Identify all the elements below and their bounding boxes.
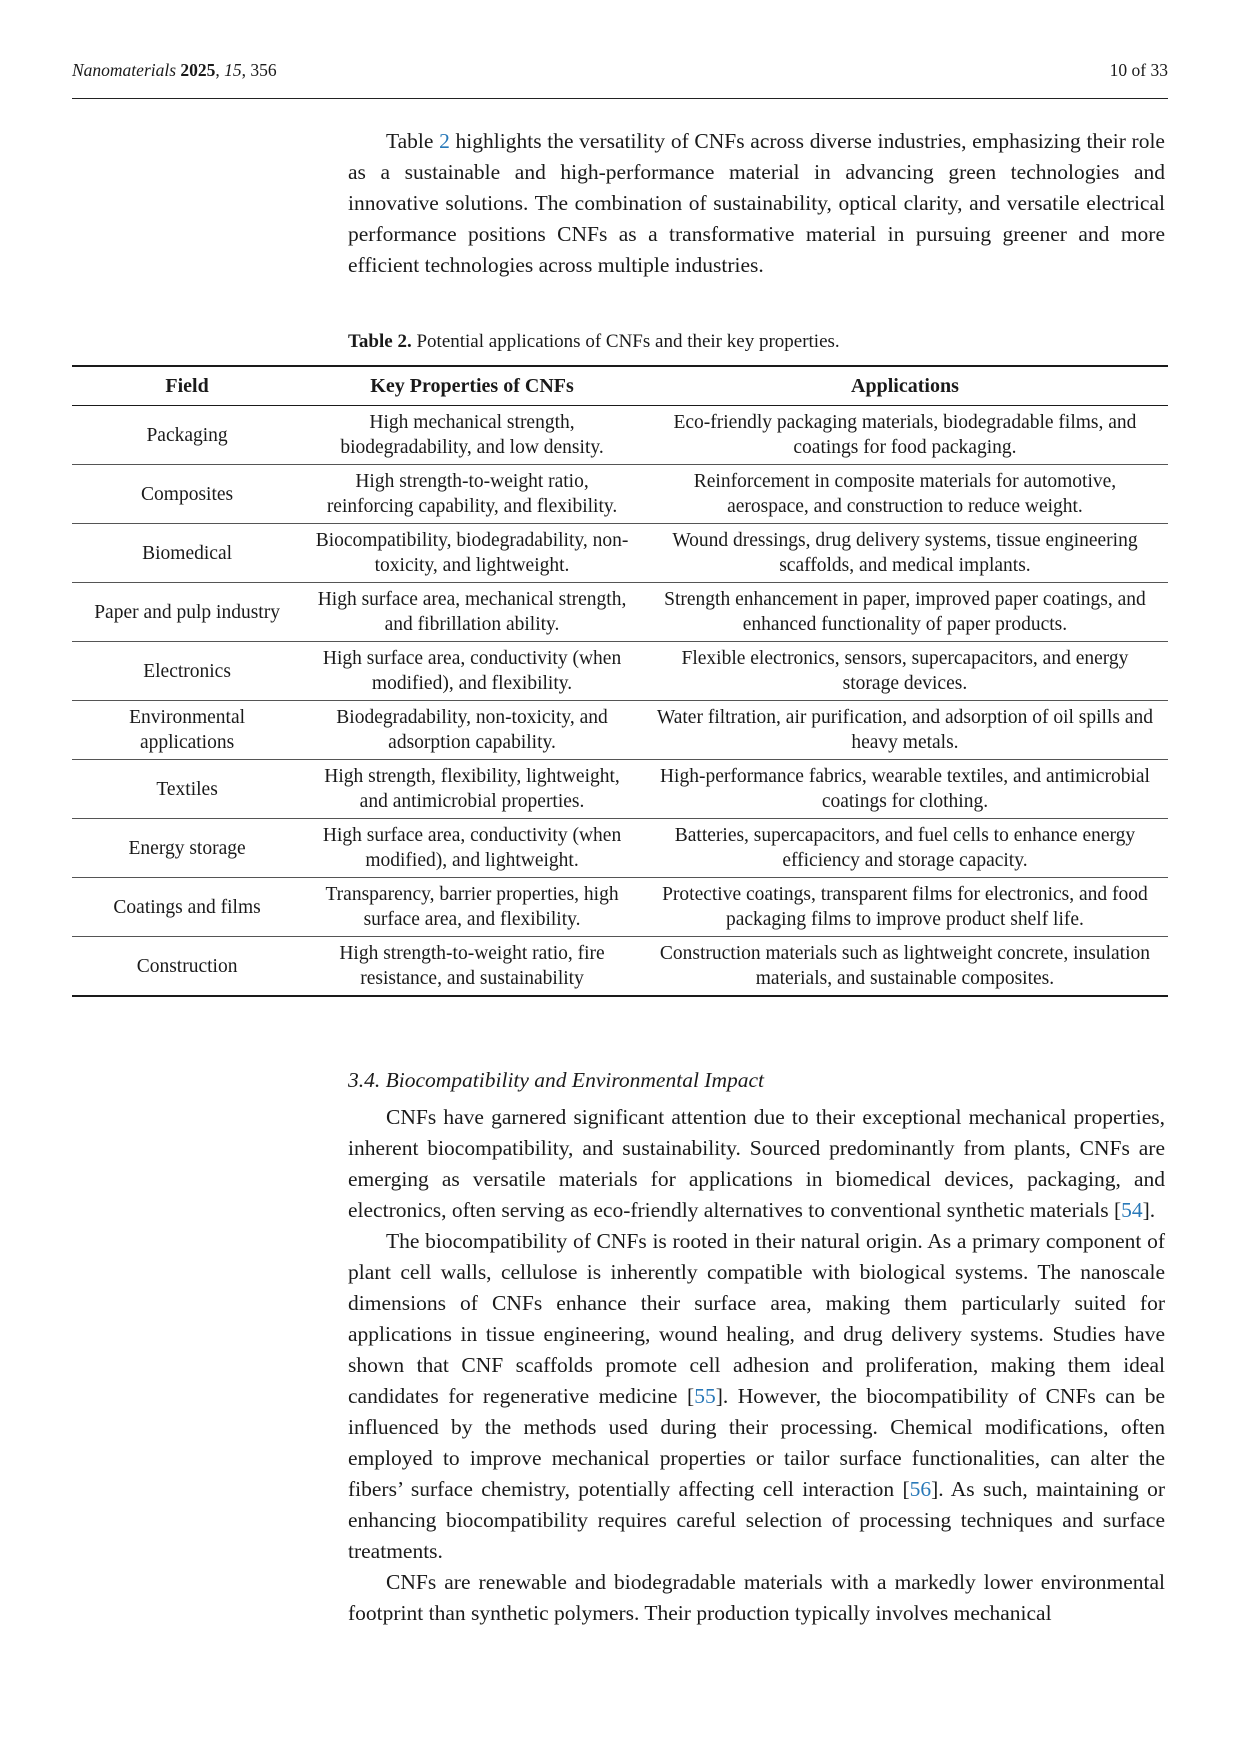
cell-field: Construction [136, 955, 238, 977]
table-row [72, 878, 1168, 937]
text-run: 2025 [180, 60, 216, 80]
cell-field: Textiles [72, 760, 302, 819]
table-header-row [72, 366, 1168, 406]
page-indicator: 10 of 33 [1109, 60, 1168, 80]
applications-table [72, 365, 1168, 997]
section-body [348, 1102, 1165, 1629]
cell-properties: High strength, flexibility, lightweight, and antimicrobial properties. [302, 760, 642, 819]
text-run: ]. However, the biocompatibility of CNFs can be influenced by the methods used during their processing. Chemical modifications, often employed to improve mechanical properties or tailor surface functionalities, can alter the fibers’ surface chemistry, potentially affecting cell interaction [ [348, 1384, 1165, 1501]
cell-applications: Water filtration, air purification, and adsorption of oil spills and heavy metals. [642, 701, 1168, 760]
text-run: Potential applications of CNFs and their key properties. [416, 331, 840, 352]
text-run: , 356 [241, 60, 277, 80]
cell-field: Composites [72, 465, 302, 524]
table-row [72, 642, 1168, 701]
text-run: ]. [1142, 1198, 1156, 1222]
table-caption [348, 330, 1165, 354]
cell-applications: Construction materials such as lightweight concrete, insulation materials, and sustainable composites. [659, 943, 1150, 989]
cell-field: Biomedical [72, 524, 302, 583]
cell-properties: High surface area, conductivity (when modified), and lightweight. [302, 819, 642, 878]
cell-field: Energy storage [72, 819, 302, 878]
text-run: ]. As such, maintaining or enhancing biocompatibility requires careful selection of processing techniques and surface treatments. [348, 1477, 1165, 1563]
cell-applications: Protective coatings, transparent films for electronics, and food packaging films to improve product shelf life. [642, 878, 1168, 937]
table-row [72, 819, 1168, 878]
cell-applications: Wound dressings, drug delivery systems, tissue engineering scaffolds, and medical implants. [642, 524, 1168, 583]
cell-properties: High strength-to-weight ratio, fire resistance, and sustainability [339, 943, 605, 989]
cell-field: Paper and pulp industry [72, 583, 302, 642]
cell-properties: High surface area, conductivity (when modified), and flexibility. [302, 642, 642, 701]
column-header-field: Field [72, 366, 302, 406]
table-row [72, 583, 1168, 642]
text-run: The biocompatibility of CNFs is rooted in their natural origin. As a primary component of plant cell walls, cellulose is inherently compatible with biological systems. The nanoscale dimensions of CNFs enhance their surface area, making them particularly suited for applications in tissue engineering, wound healing, and drug delivery systems. Studies have shown that CNF scaffolds promote cell adhesion and proliferation, making them ideal candidates for regenerative medicine [ [348, 1229, 1165, 1408]
text-run: CNFs are renewable and biodegradable materials with a markedly lower environmental footprint than synthetic polymers. Their production typically involves mechanical [348, 1570, 1165, 1625]
cell-applications: Strength enhancement in paper, improved paper coatings, and enhanced functionality of paper products. [642, 583, 1168, 642]
table-2-wrapper [72, 365, 1168, 997]
cell-properties: High surface area, mechanical strength, and fibrillation ability. [302, 583, 642, 642]
citation-link[interactable]: 54 [1121, 1198, 1143, 1222]
table-row [72, 524, 1168, 583]
citation-link[interactable]: 2 [439, 129, 450, 153]
text-run: 15 [224, 60, 242, 80]
running-head [72, 60, 1168, 81]
text-run: CNFs have garnered significant attention due to their exceptional mechanical properties, inherent biocompatibility, and sustainability. Sourced predominantly from plants, CNFs are emerging as versatile materials for applications in biomedical devices, packaging, and electronics, often serving as eco-friendly alternatives to conventional synthetic materials [ [348, 1105, 1165, 1222]
intro-paragraph [348, 126, 1165, 281]
cell-applications: Flexible electronics, sensors, supercapacitors, and energy storage devices. [642, 642, 1168, 701]
table-row [72, 406, 1168, 465]
cell-field: Electronics [72, 642, 302, 701]
body-paragraph [348, 1567, 1165, 1629]
cell-applications: Reinforcement in composite materials for automotive, aerospace, and construction to reduce weight. [642, 465, 1168, 524]
text-run: highlights the versatility of CNFs across diverse industries, emphasizing their role as a sustainable and high-performance material in advancing green technologies and innovative solutions. The combination of sustainability, optical clarity, and versatile electrical performance positions CNFs as a transformative material in pursuing greener and more efficient technologies across multiple industries. [348, 129, 1165, 277]
header-rule [72, 98, 1168, 99]
table-row [72, 937, 1168, 997]
text-run: , [215, 60, 225, 80]
cell-field: Coatings and films [72, 878, 302, 937]
body-paragraph [348, 1226, 1165, 1567]
cell-properties: Biodegradability, non-toxicity, and adsorption capability. [302, 701, 642, 760]
text-run: Table [386, 129, 440, 153]
body-paragraph [348, 1102, 1165, 1226]
table-row [72, 701, 1168, 760]
column-header-key-properties: Key Properties of CNFs [302, 366, 642, 406]
journal-citation [72, 60, 277, 81]
cell-properties: High mechanical strength, biodegradability, and low density. [302, 406, 642, 465]
section-heading: 3.4. Biocompatibility and Environmental Impact [348, 1068, 764, 1092]
citation-link[interactable]: 55 [694, 1384, 716, 1408]
cell-field: Packaging [72, 406, 302, 465]
cell-properties: Transparency, barrier properties, high surface area, and flexibility. [302, 878, 642, 937]
table-row [72, 760, 1168, 819]
cell-properties: High strength-to-weight ratio, reinforcing capability, and flexibility. [302, 465, 642, 524]
text-run: Nanomaterials [72, 60, 181, 80]
cell-applications: High-performance fabrics, wearable textiles, and antimicrobial coatings for clothing. [642, 760, 1168, 819]
cell-properties: Biocompatibility, biodegradability, non-toxicity, and lightweight. [302, 524, 642, 583]
text-run: Table 2. [348, 331, 417, 352]
cell-applications: Eco-friendly packaging materials, biodegradable films, and coatings for food packaging. [642, 406, 1168, 465]
table-row [72, 465, 1168, 524]
cell-field: Environmental applications [72, 701, 302, 760]
cell-applications: Batteries, supercapacitors, and fuel cells to enhance energy efficiency and storage capacity. [642, 819, 1168, 878]
citation-link[interactable]: 56 [909, 1477, 932, 1501]
column-header-applications: Applications [642, 366, 1168, 406]
intro-paragraph-block [348, 126, 1165, 281]
